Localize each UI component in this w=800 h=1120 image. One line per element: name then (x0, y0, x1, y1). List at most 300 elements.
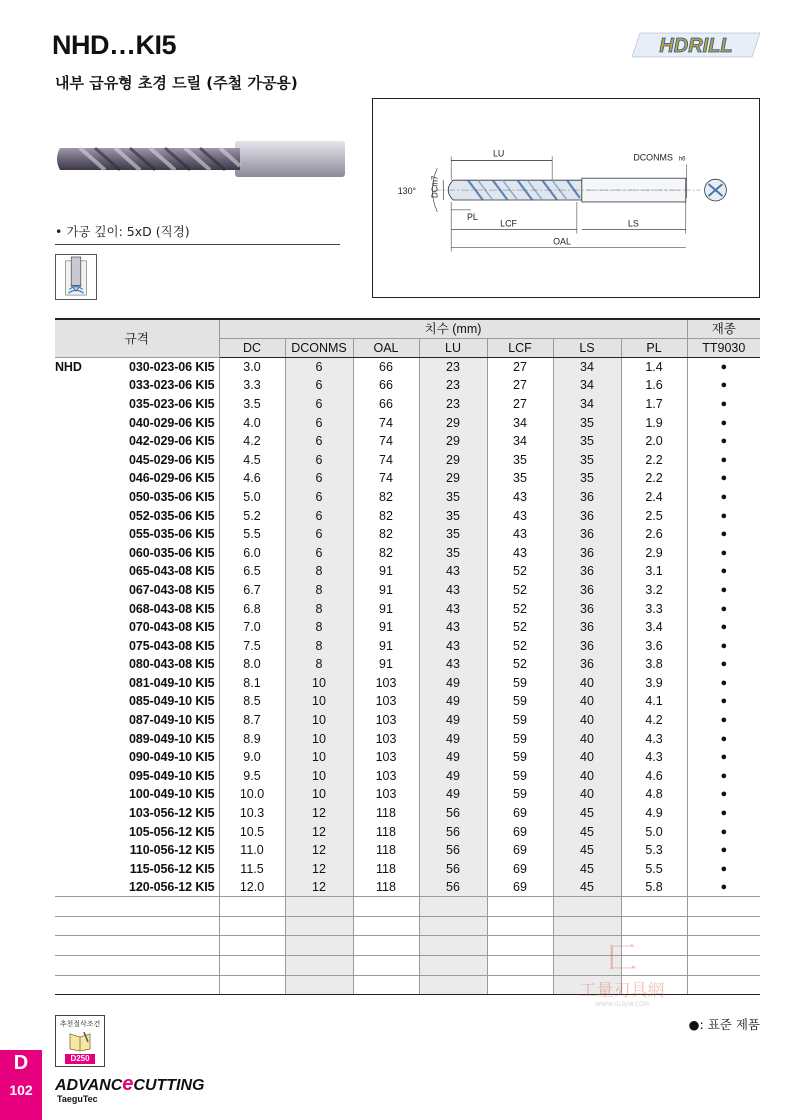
cell-dconms: 6 (285, 395, 353, 414)
cell-lcf: 52 (487, 618, 553, 637)
cell-dconms: 8 (285, 636, 353, 655)
cell-dc: 4.2 (219, 432, 285, 451)
table-row (55, 860, 760, 879)
cell-lu: 49 (419, 729, 487, 748)
cell-lcf: 43 (487, 543, 553, 562)
cell-dconms: 6 (285, 543, 353, 562)
cell-oal: 103 (353, 748, 419, 767)
watermark-url: WWW.GLBJW.COM (594, 1001, 650, 1008)
empty-cell (285, 956, 353, 976)
cell-lu: 49 (419, 767, 487, 786)
drill-depth-icon (55, 254, 97, 300)
grade-header: 재종 (687, 319, 760, 339)
cell-lu: 35 (419, 525, 487, 544)
watermark (560, 940, 700, 1010)
empty-cell (553, 916, 621, 936)
cell-dc: 4.0 (219, 413, 285, 432)
cell-dc: 6.0 (219, 543, 285, 562)
cell-lcf: 69 (487, 841, 553, 860)
cell-dconms: 6 (285, 358, 353, 377)
product-code (55, 525, 219, 544)
cell-ls: 34 (553, 358, 621, 377)
stock-indicator: ● (720, 862, 728, 875)
dc-label: DCm7 (430, 175, 440, 198)
table-row (55, 581, 760, 600)
product-code (55, 729, 219, 748)
product-code-text: 075-043-08 KI5 (129, 638, 215, 653)
product-code (55, 860, 219, 879)
cell-pl: 2.9 (621, 543, 687, 562)
cell-oal: 103 (353, 785, 419, 804)
cell-lcf: 69 (487, 860, 553, 879)
table-row (55, 748, 760, 767)
cell-dconms: 6 (285, 376, 353, 395)
stock-indicator: ● (720, 676, 728, 689)
cell-oal: 82 (353, 506, 419, 525)
cell-lcf: 43 (487, 506, 553, 525)
tolerance-label: h6 (678, 156, 686, 163)
product-code (55, 692, 219, 711)
stock-indicator: ● (720, 490, 728, 503)
cell-pl: 5.0 (621, 822, 687, 841)
stock-indicator: ● (720, 435, 728, 448)
cell-ls: 35 (553, 432, 621, 451)
table-row (55, 376, 760, 395)
cell-ls: 36 (553, 636, 621, 655)
empty-cell (419, 975, 487, 995)
cell-lcf: 59 (487, 692, 553, 711)
empty-cell (55, 956, 219, 976)
cell-lcf: 34 (487, 432, 553, 451)
svg-text:ADVANCeCUTTING (55, 1073, 205, 1095)
cell-oal: 82 (353, 525, 419, 544)
cell-oal: 103 (353, 711, 419, 730)
col-oal: OAL (353, 339, 419, 358)
cell-oal: 91 (353, 655, 419, 674)
cell-ls: 36 (553, 525, 621, 544)
cell-lu: 49 (419, 748, 487, 767)
cell-dconms: 10 (285, 674, 353, 693)
cell-lu: 23 (419, 376, 487, 395)
cell-oal: 118 (353, 878, 419, 897)
cell-dconms: 10 (285, 748, 353, 767)
table-row (55, 358, 760, 377)
table-row (55, 729, 760, 748)
cell-dconms: 8 (285, 655, 353, 674)
dimension-header: 치수 (mm) (219, 319, 687, 339)
cell-oal: 91 (353, 562, 419, 581)
product-code-text: 105-056-12 KI5 (129, 824, 215, 839)
stock-indicator: ● (720, 602, 728, 615)
cell-ls: 36 (553, 581, 621, 600)
stock-indicator: ● (720, 379, 728, 392)
cell-oal: 118 (353, 804, 419, 823)
col-lu: LU (419, 339, 487, 358)
cell-ls: 36 (553, 618, 621, 637)
product-prefix: NHD (55, 360, 82, 375)
cell-dconms: 10 (285, 785, 353, 804)
product-code-text: 081-049-10 KI5 (129, 675, 215, 690)
product-code-text: 087-049-10 KI5 (129, 713, 215, 728)
empty-row (55, 916, 760, 936)
col-lcf: LCF (487, 339, 553, 358)
cell-oal: 91 (353, 599, 419, 618)
cell-dconms: 8 (285, 599, 353, 618)
stock-indicator: ● (720, 583, 728, 596)
product-code (55, 395, 219, 414)
logo-subtitle: TaeguTec (57, 1094, 98, 1104)
advance-cutting-logo (55, 1070, 205, 1106)
cell-pl: 3.9 (621, 674, 687, 693)
cell-lcf: 52 (487, 655, 553, 674)
stock-indicator: ● (720, 509, 728, 522)
cell-dconms: 10 (285, 729, 353, 748)
product-code-text: 040-029-06 KI5 (129, 415, 215, 430)
cell-ls: 36 (553, 599, 621, 618)
empty-cell (621, 916, 687, 936)
lcf-label: LCF (500, 218, 517, 229)
product-code (55, 358, 219, 377)
point-angle-label: 130° (397, 186, 417, 197)
product-code-text: 045-029-06 KI5 (129, 452, 215, 467)
cell-oal: 91 (353, 636, 419, 655)
product-code-text: 120-056-12 KI5 (129, 880, 215, 895)
product-code (55, 488, 219, 507)
cell-dc: 8.7 (219, 711, 285, 730)
cell-dconms: 6 (285, 413, 353, 432)
table-row (55, 618, 760, 637)
cell-lu: 29 (419, 413, 487, 432)
empty-cell (219, 975, 285, 995)
cell-oal: 74 (353, 450, 419, 469)
cell-lu: 43 (419, 599, 487, 618)
table-row (55, 506, 760, 525)
stock-indicator: ● (720, 565, 728, 578)
table-row (55, 599, 760, 618)
cell-lu: 56 (419, 860, 487, 879)
lu-label: LU (492, 148, 505, 159)
cell-ls: 40 (553, 711, 621, 730)
cell-lcf: 43 (487, 488, 553, 507)
table-row (55, 395, 760, 414)
machining-depth-note: • 가공 깊이: 5xD (직경) (55, 224, 190, 239)
stock-indicator: ● (720, 751, 728, 764)
product-code-text: 068-043-08 KI5 (129, 601, 215, 616)
cell-dc: 8.0 (219, 655, 285, 674)
cell-oal: 103 (353, 692, 419, 711)
logo-part-e: e (122, 1073, 134, 1095)
empty-cell (487, 916, 553, 936)
product-code (55, 506, 219, 525)
product-code (55, 432, 219, 451)
cell-pl: 3.4 (621, 618, 687, 637)
cell-pl: 4.3 (621, 729, 687, 748)
empty-cell (353, 916, 419, 936)
product-code-text: 095-049-10 KI5 (129, 768, 215, 783)
stock-indicator: ● (720, 621, 728, 634)
product-code-text: 089-049-10 KI5 (129, 731, 215, 746)
product-code (55, 785, 219, 804)
cell-lcf: 52 (487, 599, 553, 618)
cell-ls: 40 (553, 674, 621, 693)
table-row (55, 841, 760, 860)
product-code (55, 376, 219, 395)
cell-oal: 74 (353, 432, 419, 451)
cell-ls: 40 (553, 748, 621, 767)
stock-indicator: ● (720, 844, 728, 857)
page-subtitle: 내부 급유형 초경 드릴 (주철 가공용) (55, 74, 298, 92)
cell-pl: 4.1 (621, 692, 687, 711)
stock-indicator: ● (720, 546, 728, 559)
col-ls: LS (553, 339, 621, 358)
cell-dconms: 8 (285, 562, 353, 581)
col-dconms: DCONMS (285, 339, 353, 358)
empty-cell (553, 897, 621, 917)
product-code-text: 042-029-06 KI5 (129, 434, 215, 449)
empty-cell (487, 975, 553, 995)
cell-ls: 45 (553, 822, 621, 841)
empty-cell (219, 936, 285, 956)
table-row (55, 488, 760, 507)
product-code (55, 878, 219, 897)
empty-cell (687, 897, 760, 917)
page-number: 102 (9, 1082, 33, 1098)
product-code (55, 413, 219, 432)
cell-lu: 29 (419, 450, 487, 469)
cell-ls: 35 (553, 469, 621, 488)
cell-lcf: 34 (487, 413, 553, 432)
product-code (55, 469, 219, 488)
cell-dc: 8.5 (219, 692, 285, 711)
cell-dconms: 10 (285, 711, 353, 730)
cell-pl: 2.0 (621, 432, 687, 451)
cell-pl: 3.6 (621, 636, 687, 655)
cell-pl: 2.2 (621, 469, 687, 488)
table-row (55, 543, 760, 562)
cell-pl: 5.8 (621, 878, 687, 897)
cell-dconms: 6 (285, 488, 353, 507)
empty-cell (419, 936, 487, 956)
product-code-text: 080-043-08 KI5 (129, 657, 215, 672)
cell-dc: 6.7 (219, 581, 285, 600)
cell-pl: 2.4 (621, 488, 687, 507)
cell-lcf: 27 (487, 395, 553, 414)
cell-dc: 3.0 (219, 358, 285, 377)
cell-lu: 23 (419, 395, 487, 414)
drill-photo (50, 130, 350, 190)
cell-lcf: 35 (487, 469, 553, 488)
cell-dc: 7.0 (219, 618, 285, 637)
col-pl: PL (621, 339, 687, 358)
stock-indicator: ● (720, 361, 728, 374)
cell-dc: 3.3 (219, 376, 285, 395)
product-code (55, 655, 219, 674)
cell-dc: 5.2 (219, 506, 285, 525)
cell-pl: 1.6 (621, 376, 687, 395)
cell-oal: 103 (353, 674, 419, 693)
table-row (55, 636, 760, 655)
cell-lcf: 52 (487, 581, 553, 600)
cell-lu: 29 (419, 469, 487, 488)
cell-lu: 49 (419, 785, 487, 804)
cell-lu: 56 (419, 822, 487, 841)
cell-dconms: 12 (285, 878, 353, 897)
table-row (55, 413, 760, 432)
cell-dc: 11.0 (219, 841, 285, 860)
drill-dimension-diagram (372, 98, 760, 298)
cell-lcf: 59 (487, 674, 553, 693)
table-row (55, 767, 760, 786)
cell-pl: 2.2 (621, 450, 687, 469)
product-code (55, 618, 219, 637)
cell-dc: 11.5 (219, 860, 285, 879)
product-code-text: 085-049-10 KI5 (129, 694, 215, 709)
cell-dc: 9.5 (219, 767, 285, 786)
stock-indicator: ● (720, 416, 728, 429)
cell-dc: 5.5 (219, 525, 285, 544)
cell-dconms: 12 (285, 804, 353, 823)
table-row (55, 655, 760, 674)
cell-dconms: 6 (285, 450, 353, 469)
product-code (55, 450, 219, 469)
product-code-text: 067-043-08 KI5 (129, 582, 215, 597)
table-row (55, 432, 760, 451)
empty-cell (419, 916, 487, 936)
product-code-text: 100-049-10 KI5 (129, 787, 215, 802)
empty-cell (487, 956, 553, 976)
table-row (55, 785, 760, 804)
cell-dc: 6.5 (219, 562, 285, 581)
dconms-label: DCONMS (633, 152, 673, 163)
watermark-mark: 匚 (607, 941, 637, 976)
cell-lcf: 43 (487, 525, 553, 544)
cell-ls: 34 (553, 376, 621, 395)
section-letter: D (13, 1052, 29, 1074)
product-code-text: 090-049-10 KI5 (129, 750, 215, 765)
cell-oal: 91 (353, 581, 419, 600)
cell-oal: 74 (353, 469, 419, 488)
cell-ls: 45 (553, 804, 621, 823)
cell-pl: 3.3 (621, 599, 687, 618)
product-code-text: 052-035-06 KI5 (129, 508, 215, 523)
stock-indicator: ● (720, 714, 728, 727)
cell-oal: 118 (353, 860, 419, 879)
cell-ls: 45 (553, 878, 621, 897)
brand-text: HDRILL (659, 35, 733, 57)
empty-cell (687, 916, 760, 936)
product-code-text: 065-043-08 KI5 (129, 564, 215, 579)
cell-lu: 56 (419, 804, 487, 823)
product-code (55, 562, 219, 581)
product-code (55, 581, 219, 600)
cell-pl: 4.8 (621, 785, 687, 804)
cell-dc: 6.8 (219, 599, 285, 618)
cell-pl: 4.6 (621, 767, 687, 786)
table-row (55, 450, 760, 469)
cell-dc: 9.0 (219, 748, 285, 767)
cell-dc: 8.9 (219, 729, 285, 748)
empty-cell (285, 936, 353, 956)
cell-pl: 1.9 (621, 413, 687, 432)
table-row (55, 674, 760, 693)
cell-pl: 4.2 (621, 711, 687, 730)
product-code (55, 767, 219, 786)
cell-lu: 43 (419, 636, 487, 655)
cell-ls: 45 (553, 860, 621, 879)
cell-pl: 2.5 (621, 506, 687, 525)
book-icon (68, 1030, 92, 1052)
cell-pl: 2.6 (621, 525, 687, 544)
cell-lu: 35 (419, 543, 487, 562)
col-dc: DC (219, 339, 285, 358)
cell-ls: 36 (553, 543, 621, 562)
cell-oal: 66 (353, 395, 419, 414)
stock-indicator: ● (687, 878, 760, 897)
cell-lu: 56 (419, 878, 487, 897)
stock-indicator: ● (720, 472, 728, 485)
cell-lcf: 52 (487, 636, 553, 655)
cell-oal: 103 (353, 767, 419, 786)
product-code (55, 804, 219, 823)
cell-lu: 56 (419, 841, 487, 860)
cell-lcf: 27 (487, 358, 553, 377)
stock-indicator: ● (720, 639, 728, 652)
logo-part-a: ADVANC (55, 1077, 123, 1094)
cell-dc: 12.0 (219, 878, 285, 897)
cell-dconms: 8 (285, 581, 353, 600)
cell-pl: 1.4 (621, 358, 687, 377)
product-code (55, 748, 219, 767)
empty-cell (285, 975, 353, 995)
empty-cell (55, 897, 219, 917)
empty-cell (285, 897, 353, 917)
product-code-text: 046-029-06 KI5 (129, 471, 215, 486)
oal-label: OAL (553, 236, 571, 247)
cell-ls: 36 (553, 488, 621, 507)
cell-dconms: 6 (285, 506, 353, 525)
cell-oal: 91 (353, 618, 419, 637)
table-row (55, 692, 760, 711)
cell-pl: 3.8 (621, 655, 687, 674)
cell-pl: 5.5 (621, 860, 687, 879)
empty-cell (353, 975, 419, 995)
pl-label: PL (467, 211, 478, 222)
product-code-text: 115-056-12 KI5 (129, 861, 215, 876)
logo-part-b: CUTTING (133, 1077, 205, 1094)
product-code-text: 070-043-08 KI5 (129, 620, 215, 635)
page-title: NHD…KI5 (52, 30, 177, 60)
cell-dc: 10.0 (219, 785, 285, 804)
cutting-conditions-box[interactable] (55, 1015, 105, 1067)
cell-dc: 7.5 (219, 636, 285, 655)
cell-lcf: 59 (487, 748, 553, 767)
cell-dc: 10.3 (219, 804, 285, 823)
cell-dconms: 8 (285, 618, 353, 637)
cell-ls: 40 (553, 692, 621, 711)
empty-cell (487, 897, 553, 917)
stock-indicator: ● (720, 658, 728, 671)
cell-oal: 118 (353, 822, 419, 841)
cell-dconms: 6 (285, 432, 353, 451)
cell-lu: 35 (419, 506, 487, 525)
cell-lcf: 69 (487, 822, 553, 841)
cell-dconms: 6 (285, 469, 353, 488)
empty-cell (353, 956, 419, 976)
empty-cell (285, 916, 353, 936)
empty-cell (55, 936, 219, 956)
legend-standard-product: ●: 표준 제품 (688, 1017, 760, 1032)
cell-ls: 35 (553, 450, 621, 469)
